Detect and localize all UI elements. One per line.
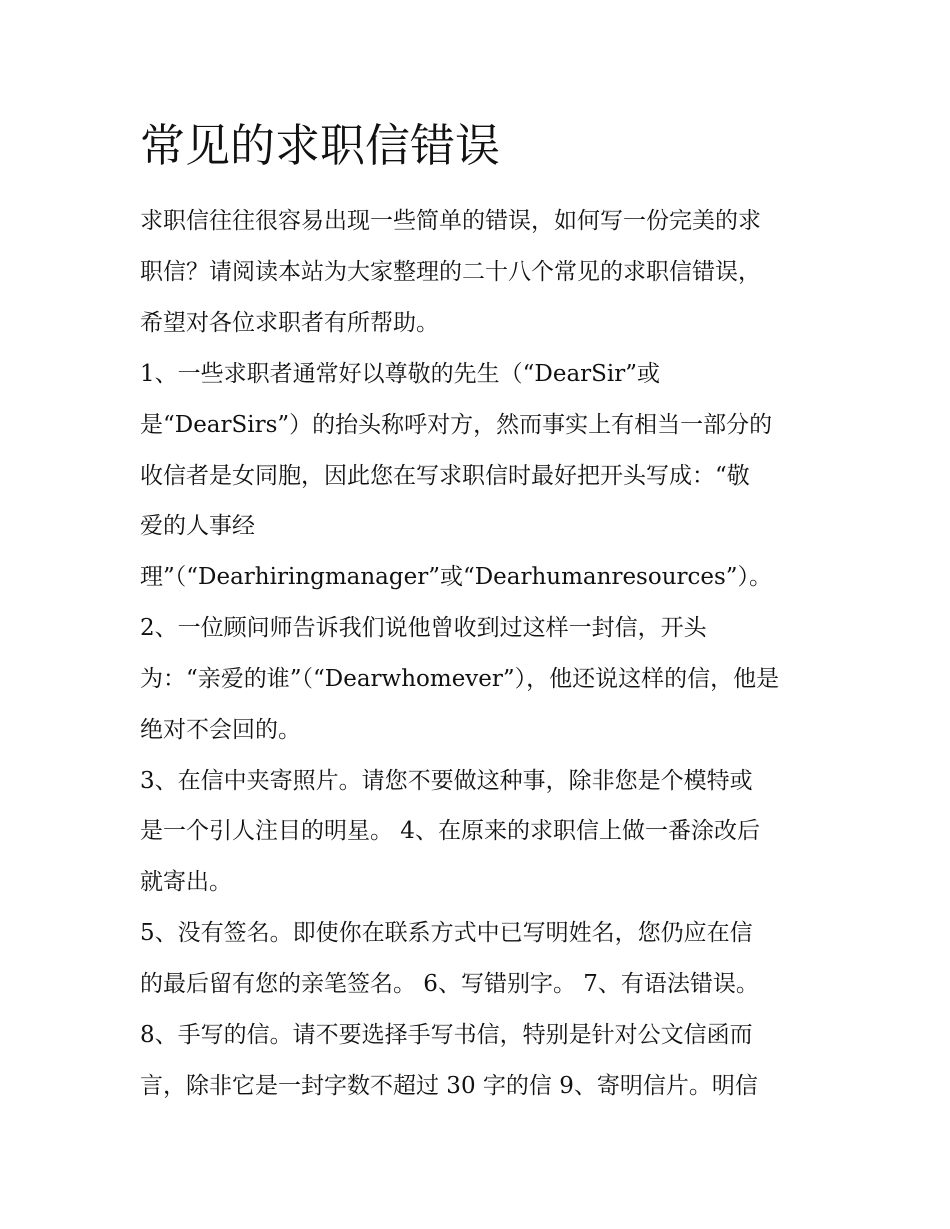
body-line: 求职信往往很容易出现一些简单的错误，如何写一份完美的求: [140, 208, 761, 234]
page-title: 常见的求职信错误: [140, 119, 501, 172]
body-line: 就寄出。: [140, 869, 232, 895]
body-line: 收信者是女同胞，因此您在写求职信时最好把开头写成：“敬: [140, 463, 750, 489]
body-line: 是“DearSirs”）的抬头称呼对方，然而事实上有相当一部分的: [140, 412, 773, 438]
body-line: 5、没有签名。即使你在联系方式中已写明姓名，您仍应在信: [140, 920, 753, 946]
body-line: 言，除非它是一封字数不超过 30 字的信 9、寄明信片。明信: [140, 1073, 758, 1099]
body-line: 1、一些求职者通常好以尊敬的先生（“DearSir”或: [140, 361, 661, 387]
body-line: 的最后留有您的亲笔签名。 6、写错别字。 7、有语法错误。: [140, 971, 759, 997]
body-line: 爱的人事经: [140, 513, 255, 539]
body-line: 理”（“Dearhiringmanager”或“Dearhumanresources”）。: [140, 564, 773, 590]
body-line: 职信？请阅读本站为大家整理的二十八个常见的求职信错误，: [140, 259, 761, 285]
body-line: 3、在信中夹寄照片。请您不要做这种事，除非您是个模特或: [140, 768, 753, 794]
body-line: 希望对各位求职者有所帮助。: [140, 310, 439, 336]
body-line: 是一个引人注目的明星。 4、在原来的求职信上做一番涂改后: [140, 818, 760, 844]
body-line: 2、一位顾问师告诉我们说他曾收到过这样一封信，开头: [140, 615, 707, 641]
body-line: 绝对不会回的。: [140, 717, 301, 743]
body-line: 8、手写的信。请不要选择手写书信，特别是针对公文信函而: [140, 1022, 753, 1048]
body-line: 为：“亲爱的谁”（“Dearwhomever”），他还说这样的信，他是: [140, 666, 780, 692]
